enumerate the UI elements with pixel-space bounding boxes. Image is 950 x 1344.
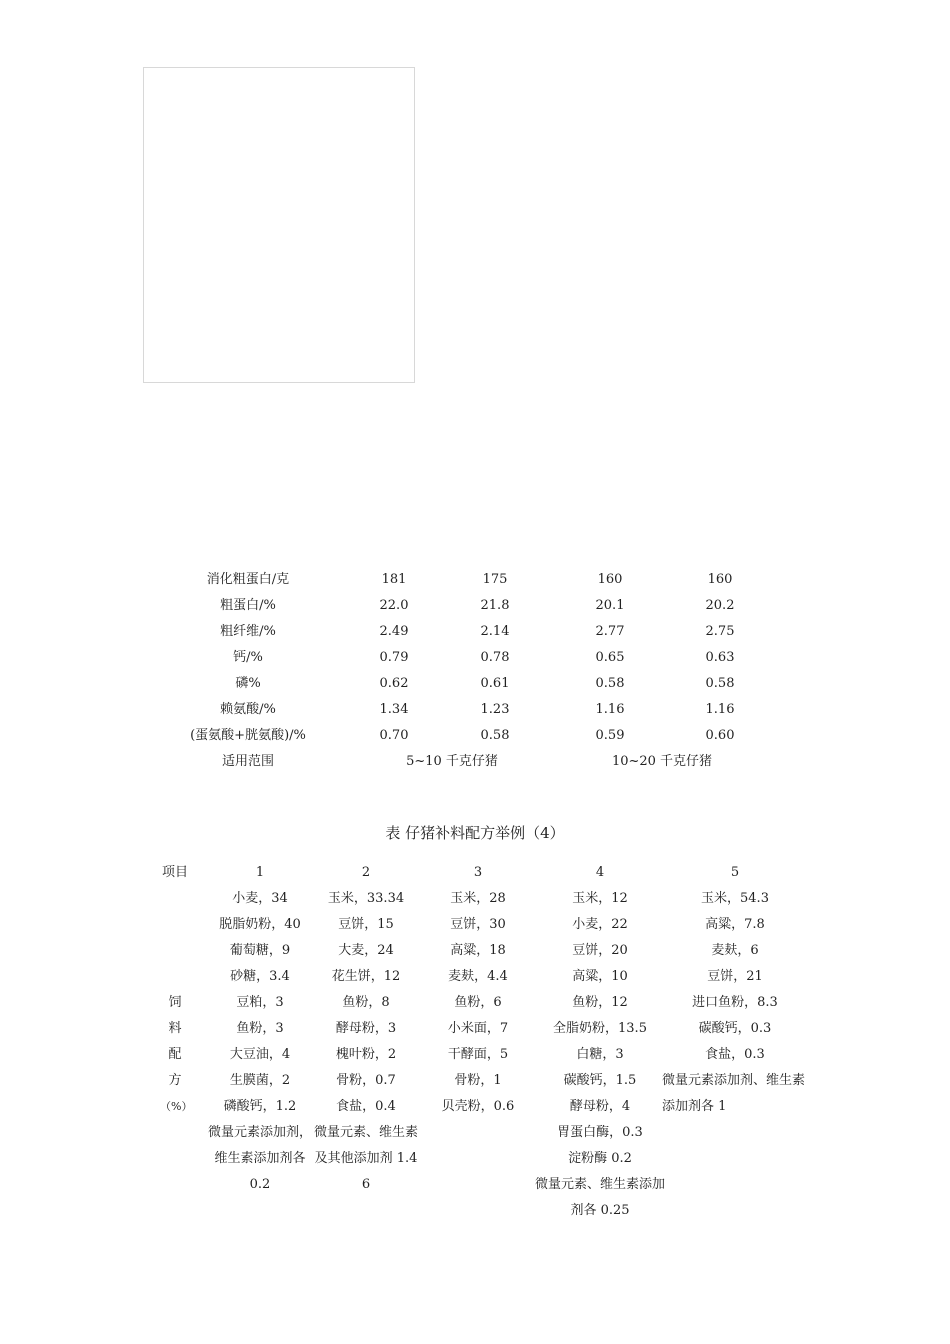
image-placeholder [143,67,415,383]
table-cell: 0.59 [595,728,625,743]
ingredient-item: 高粱，7.8 [705,917,765,932]
table-row [0,593,950,619]
ingredient-item: 葡萄糖，9 [229,943,291,958]
ingredient-item: 碳酸钙，0.3 [698,1021,772,1036]
scope-label: 适用范围 [221,754,274,769]
ingredient-item: 豆饼，20 [572,943,628,958]
row-label: 消化粗蛋白/克 [206,572,290,587]
ingredient-item: 胃蛋白酶，0.3 [557,1125,643,1140]
row-label: (蛋氨酸+胱氨酸)/% [190,728,306,743]
ingredient-item: 鱼粉，3 [236,1021,284,1036]
additive-note: 微量元素添加剂、维生素添加剂各 1 [662,1073,806,1114]
table-cell: 0.70 [379,728,409,743]
column-number: 5 [730,865,740,880]
ingredient-item: 小麦，34 [232,891,288,906]
row-label: 粗纤维/% [220,624,276,639]
row-label: 钙/% [233,650,263,665]
table-cell: 22.0 [379,598,409,613]
table-cell: 2.75 [705,624,735,639]
ingredient-item: 大豆油，4 [229,1047,291,1062]
table-cell: 21.8 [480,598,510,613]
ingredient-item: 贝壳粉，0.6 [441,1099,515,1114]
table-cell: 2.14 [480,624,510,639]
ingredient-item: 食盐，0.4 [336,1099,396,1114]
table-cell: 1.16 [595,702,625,717]
row-label: 粗蛋白/% [220,598,276,613]
table-cell: 0.62 [379,676,409,691]
table-cell: 0.78 [480,650,510,665]
table-cell: 181 [381,572,407,587]
table-row [0,671,950,697]
table-cell: 0.58 [595,676,625,691]
ingredient-item: 鱼粉，8 [342,995,390,1010]
ingredient-item: 骨粉，0.7 [336,1073,396,1088]
table-cell: 0.63 [705,650,735,665]
ingredient-item: 豆饼，21 [707,969,763,984]
ingredient-item: 高粱，10 [572,969,628,984]
ingredient-item: 高粱，18 [450,943,506,958]
ingredient-item: 豆粕，3 [236,995,284,1010]
column-number: 3 [473,865,483,880]
scope-value: 5~10 千克仔猪 [406,754,498,769]
column-number: 1 [255,865,265,880]
ingredient-item: 进口鱼粉，8.3 [692,995,778,1010]
table-cell: 1.16 [705,702,735,717]
ingredient-item: 酵母粉，4 [569,1099,631,1114]
row-label-char: 配 [168,1047,182,1062]
ingredient-item: 白糖，3 [576,1047,624,1062]
ingredient-item: 淀粉酶 0.2 [568,1151,632,1166]
column-number: 4 [595,865,605,880]
formula-column-5 [662,886,808,1120]
ingredient-item: 玉米，12 [572,891,628,906]
table-row [0,645,950,671]
ingredient-item: 骨粉，1 [454,1073,502,1088]
scope-row [0,749,950,775]
row-label: 磷% [235,676,261,691]
table-cell: 0.60 [705,728,735,743]
formula-column-3 [423,886,533,1120]
table-row [0,619,950,645]
table-cell: 0.58 [480,728,510,743]
ingredient-item: 豆饼，30 [450,917,506,932]
ingredient-item: 碳酸钙，1.5 [563,1073,637,1088]
ingredient-item: 鱼粉，6 [454,995,502,1010]
ingredient-item: 食盐，0.3 [705,1047,765,1062]
ingredient-item: 小麦，22 [572,917,628,932]
table-cell: 2.49 [379,624,409,639]
table-cell: 160 [707,572,733,587]
row-label-char: 方 [168,1073,182,1088]
table-cell: 1.34 [379,702,409,717]
table-cell: 160 [597,572,623,587]
table-cell: 0.61 [480,676,510,691]
row-label-char: （%） [160,1100,193,1113]
scope-value: 10~20 千克仔猪 [611,754,713,769]
table-cell: 1.23 [480,702,510,717]
table-cell: 20.2 [705,598,735,613]
ingredient-item: 豆饼，15 [338,917,394,932]
table-cell: 0.65 [595,650,625,665]
ingredient-item: 玉米，33.34 [327,891,405,906]
ingredient-item: 鱼粉，12 [572,995,628,1010]
ingredient-item: 大麦，24 [338,943,394,958]
ingredient-item: 脱脂奶粉，40 [219,917,301,932]
ingredient-item: 干酵面，5 [447,1047,509,1062]
table-row [0,697,950,723]
formula-column-1 [205,886,315,1198]
ingredient-item: 全脂奶粉，13.5 [553,1021,647,1036]
ingredient-item: 麦麸，4.4 [448,969,508,984]
table-cell: 2.77 [595,624,625,639]
additive-note: 微量元素添加剂，维生素添加剂各 0.2 [208,1125,313,1192]
ingredient-item: 花生饼，12 [331,969,401,984]
header-label: 项目 [161,865,188,880]
ingredient-item: 麦麸，6 [711,943,759,958]
ingredient-item: 槐叶粉，2 [335,1047,397,1062]
table-cell: 0.79 [379,650,409,665]
ingredient-item: 磷酸钙，1.2 [223,1099,297,1114]
ingredient-item: 小米面，7 [447,1021,509,1036]
table-cell: 20.1 [595,598,625,613]
row-label-char: 料 [168,1021,182,1036]
ingredient-item: 生膜菌，2 [229,1073,291,1088]
ingredient-item: 玉米，54.3 [701,891,769,906]
table-title: 表 仔猪补料配方举例（4） [385,824,565,842]
table-row [0,723,950,749]
formula-column-2 [312,886,420,1198]
additive-note: 微量元素、维生素及其他添加剂 1.46 [314,1125,419,1192]
row-label-vertical [160,990,193,1120]
table-row [0,567,950,593]
row-label-char: 饲 [168,995,182,1010]
row-label: 赖氨酸/% [220,702,276,717]
table-cell: 0.58 [705,676,735,691]
ingredient-item: 玉米，28 [450,891,506,906]
formula-column-4 [533,886,667,1224]
ingredient-item: 砂糖，3.4 [230,969,290,984]
ingredient-item: 酵母粉，3 [335,1021,397,1036]
column-number: 2 [361,865,371,880]
additive-note: 微量元素、维生素添加剂各 0.25 [535,1177,666,1218]
table-cell: 175 [482,572,508,587]
